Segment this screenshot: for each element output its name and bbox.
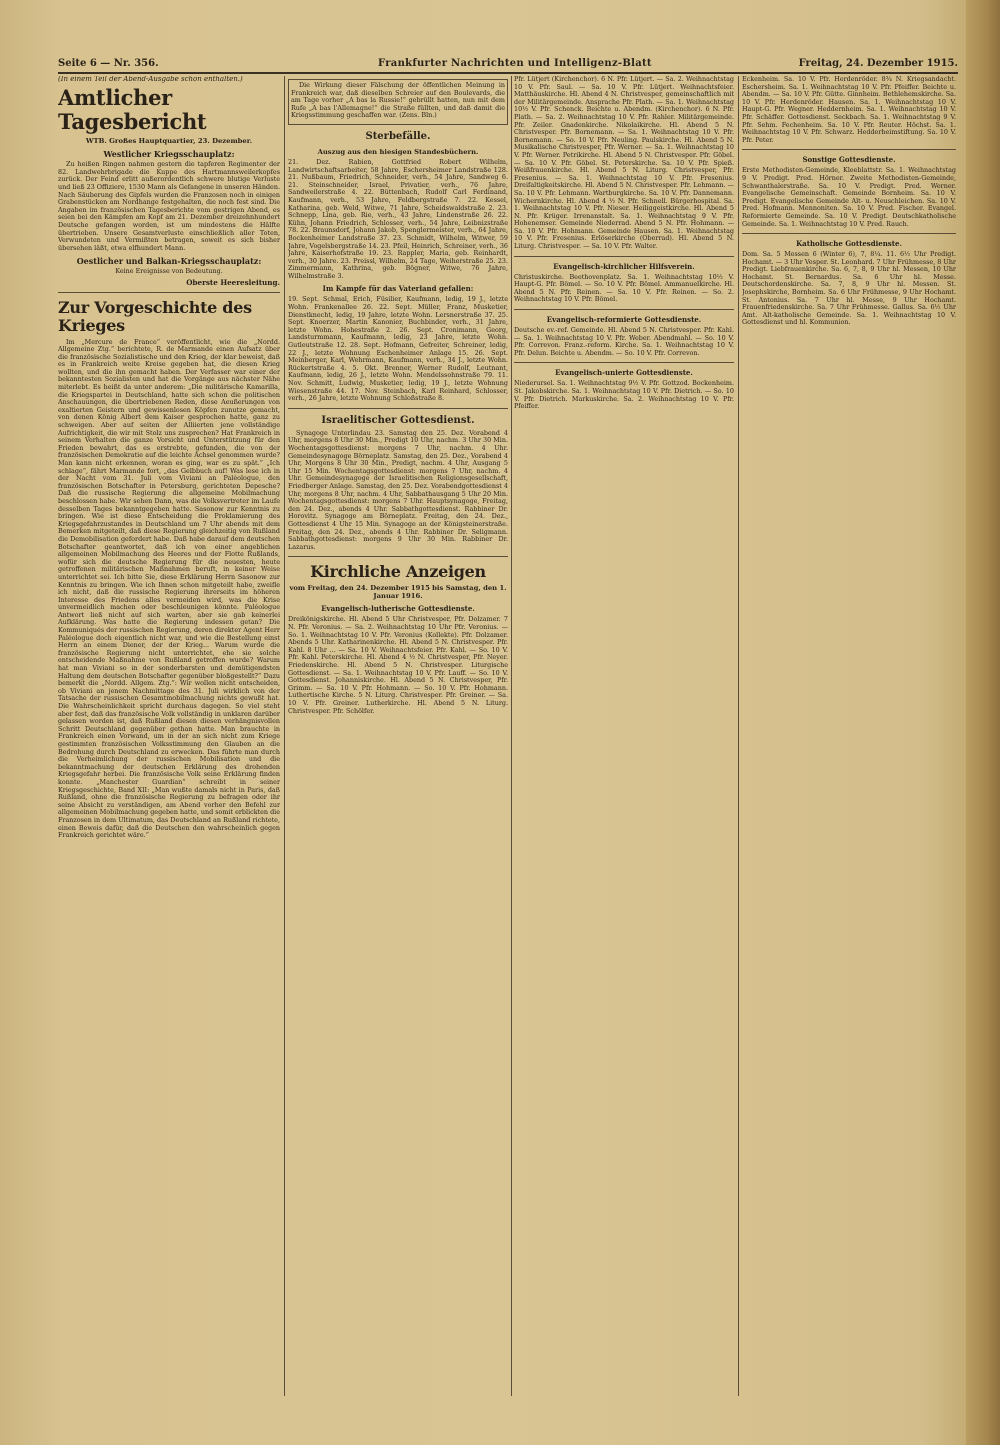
- column-rule: [738, 76, 739, 1396]
- jewish-services-heading: Israelitischer Gottesdienst.: [321, 414, 475, 426]
- east-front-text: Keine Ereignisse von Bedeutung.: [115, 267, 223, 276]
- reformed-heading: Evangelisch-reformierte Gottesdienste.: [546, 315, 702, 325]
- page-number: Seite 6 — Nr. 356.: [58, 58, 159, 69]
- newspaper-title: Frankfurter Nachrichten und Intelligenz-Blatt: [378, 58, 652, 69]
- deaths-subheading: Auszug aus den hiesigen Standesbüchern.: [317, 147, 479, 156]
- deaths-list: 21. Dez. Rabien, Gottfried Robert Wilhelm, Landwirtschaftsarbeiter, 58 Jahre, Eschersheimer Landstraße 128. 21. Nußbaum, Friedrich, Schneider, verh., 54 Jahre, Sandweg 6. 21. Steinschneider, Israel, Privatier, verh., 76 Jahre, Sandweilerstraße 4. 22. Büttenbach, Rudolf Carl Ferdinand, Kaufmann, verh., 53 Jahre, Feldbergstraße 7. 22. Kessel, Katharina, geb. Weld, Witwe, 71 Jahre, Scheidswaldstraße 2. 23. Schnepp, Lina, geb. Rie, verh., 43 Jahre, Lindenstraße 26. 22. Kühn, Johann Friedrich, Schlosser, verh., 54 Jahre, Leibnizstraße 78. 22. Braunsdorf, Johann Jakob, Spenglermeister, verh., 64 Jahre, Bockenheimer Landstraße 37. 23. Schmidt, Wilhelm, Witwer, 59 Jahre, Vogelsbergstraße 14. 23. Pfeil, Heinrich, Schreiner, verh., 36 Jahre, Kaiserhofstraße 19. 23. Rappler, Maria, geb. Reinhardt, verh., 30 Jahre. 23. Preissl, Wilhelm, 24 Tage, Weiherstraße 25. 23. Zimmermann, Kathrina, geb. Bögner, Witwe, 76 Jahre, Wilhelmstraße 3.: [288, 157, 508, 280]
- church-notices-dates: vom Freitag, den 24. Dezember 1915 bis Samstag, den 1. Januar 1916.: [289, 584, 507, 600]
- united-services-text: Niederursel. Sa. 1. Weihnachtstag 9½ V. Pfr. Gottzod. Bockenheim. St. Jakobskirche. Sa. 1. Weihnachtstag 10 V. Pfr. Dietrich. — So. 10 V. Pfr. Dietrich. Markuskirche. Sa. 2. Weihnachtstag 10 V. Pfr. Pfeiffer.: [514, 379, 734, 411]
- report-dateline: WTB. Großes Hauptquartier, 23. Dezember.: [85, 136, 253, 145]
- section-divider: [514, 362, 734, 363]
- page-spine-shadow: [966, 0, 1000, 1445]
- other-services-text: Erste Methodisten-Gemeinde, Kleeblattstr. Sa. 1. Weihnachtstag 9 V. Predigt. Pred. Hörner. Zweite Methodisten-Gemeinde, Schwanthalerstraße. Sa. 10 V. Predigt. Pred. Werner. Evangelische Gemeinschaft. Gemeinde Bornheim. Sa. 10 V. Predigt. Evangelische Gemeinde Alt- u. Neuschleichen. Sa. 10 V. Pred. Hofmann. Mennoniten. Sa. 10 V. Pred. Fischer. Evangel. Reformierte Gemeinde. Sa. 10 V. Predigt. Deutschkatholische Gemeinde. Sa. 1. Weihnachtstag 10 V. Pred. Rauch.: [742, 166, 956, 228]
- column-2: [288, 76, 508, 1396]
- article-continuation: [288, 79, 508, 125]
- report-signature: Oberste Heeresleitung.: [186, 277, 280, 287]
- church-notices-title: Kirchliche Anzeigen: [310, 562, 486, 582]
- fallen-heading: Im Kampfe für das Vaterland gefallen:: [322, 284, 474, 294]
- page-masthead: [58, 58, 958, 74]
- lutheran-services-continued: Pfr. Lütjert (Kirchenchor). 6 N. Pfr. Lütjert. — Sa. 2. Weihnachtstag 10 V. Pfr. Saul. — Sa. 10 V. Pfr. Lütjert. Weihnachtsfeier. Matthäuskirche. Hl. Abend 4 N. Christvesper, gemeinschaftlich mit der Militärgemeinde. Ansprache Pfr. Plath. — Sa. 1. Weihnachtstag 10½ V. Pfr. Schenck. Beichte u. Abendm. (Kirchenchor). 6 N. Pfr. Plath. — Sa. 2. Weihnachtstag 10 V. Pfr. Rahler. Militärgemeinde. Pfr. Zeiler. Gnadenkirche. Nikolaikirche. Hl. Abend 5 N. Christvesper. Pfr. Bornemann. — Sa. 1. Weihnachtstag 10 V. Pfr. Bornemann. — So. 10 V. Pfr. Neuling. Paulskirche. Hl. Abend 5 N. Musikalische Christvesper, Pfr. Werner. — Sa. 1. Weihnachtstag 10 V. Pfr. Werner. Petrikirche. Hl. Abend 5 N. Christvesper. Pfr. Göbel. — Sa. 10 V. Pfr. Göbel. St. Peterskirche. Sa. 10 V. Pfr. Spieß. Weißfrauenkirche. Hl. Abend 5 N. Liturg. Christvesper, Pfr. Fresenius. — Sa. 1. Weihnachtstag 10 V. Pfr. Fresenius. Dreifaltigkeitskirche. Hl. Abend 5 N. Christvesper. Pfr. Lehmann. — Sa. 10 V. Pfr. Lehmann. Wartburgkirche. Sa. 10 V. Pfr. Dannemann. Wichernkirche. Hl. Abend 4 ½ N. Pfr. Schnell. Bürgerhospital. Sa. 1. Weihnachtstag 10 V. Pfr. Nieser. Heiliggeistkirche. Hl. Abend 5 N. Pfr. Krüger. Irrenanstalt. Sa. 1. Weihnachtstag 9 V. Pfr. Hohenemser. Gemeinde Niederrad. Abend 5 N. Pfr. Hohmann. — Sa. 10 V. Pfr. Hohmann. Gemeinde Hausen. Sa. 1. Weihnachtstag 10 V. Pfr. Fresenius. Erlöserkirche (Oberrad). Hl. Abend 5 N. Liturg. Christvesper. — Sa. 10 V. Pfr. Walter.: [514, 76, 734, 251]
- article-text: Im „Mercure de France“ veröffentlicht, wie die „Nordd. Allgemeine Ztg.“ berichtete, R. de Marmande einen Aufsatz über die französische Sozialistische und den Krieg, der klar beweist, daß es in Frankreich weite Kreise gegeben hat, die diesen Krieg wollten, und die ihn gemacht haben. Der Verfasser war einer der bekanntesten Sozialisten und hat die Vorgänge aus nächster Nähe miterlebt. Es heißt da unter anderem: „Die militärische Kamarilla, die Kriegspartei in Deutschland, hatte sich schon die politischen Anschauungen, die übertriebenen Reden, diese Aeußerungen von exaltierten Geistern und gewissenlosen Köpfen zunutze gemacht, von denen König Albert dem Kaiser gesprochen hatte, ganz zu schweigen. Aber auf seiten der Alliierten jene vollständige Aufrichtigkeit, die wir mit Stolz uns zusprechen? Hat Frankreich in seinem Verhalten die ganze Vorsicht und Unterstützung für den Frieden bewahrt, das es erstrebte, gefunden, die von der französischen Demokratie auf die leichte Achsel genommen wurde? Man kann nicht erkennen, woran es ging, war es zu spät.“ „Ich schlage“, fährt Marmande fort, „das Gelbbuch auf! Was lese ich in der Nacht vom 31. Juli vom Viviani an Paléologue, den französischen Botschafter in Petersburg, gerichteten Depesche? Daß die russische Regierung die allgemeine Mobilmachung beschlossen habe. Wir sehen Dann, was die Volksvertreter im Laufe desselben Tages bekanntgegeben hatte. Sasonow zur Kenntnis zu bringen. Wie ist diese Entscheidung die Proklamierung des Kriegsgefahrzustandes in Deutschland um 7 Uhr abends mit dem Bemerken mitgeteilt, daß diese Regierung gleichzeitig von Rußland die Demobilisation gefordert habe. Daß habe darauf dem deutschen Botschafter geantwortet, daß ich von einer angeblichen allgemeinen Mobilmachung des Heeres und der Flotte Rußlands, wofür sich die deutsche Regierung für die neuesten, heute getroffenen militärischen Maßnahmen beruft, in keiner Weise unterrichtet sei. Ich bitte Sie, diese Erklärung Herrn Sasonow zur Kenntnis zu bringen. Wie ich Ihnen schon mitgeteilt habe, zweifle ich nicht, daß die russische Regierung ihrerseits im höheren Interesse des Friedens alles vermeiden wird, was die Krise unvermeidlich machen oder beschleunigen könnte. Paléologue Antwort ließ nicht auf sich warten, aber sie gab keinerlei Aufklärung. Was hatte die Regierung indessen getan? Die Kommuniqués der russischen Regierung, deren direkter Agent Herr Paléologue doch eigentlich nicht war, und wie die Bestellung einst Herrn an einem Diener, der der Krieg... Warum wurde die französische Regierung nicht unterrichtet, ehe sie solche entscheidende Maßnahme von Rußland getroffen wurde? Warum hat man Viviani so in der sonderbarsten und demütigendsten Haltung dem deutschen Botschafter gegenüber bloßgestellt?“ Dazu bemerkt die „Nordd. Allgem. Ztg.“: Wir wollen nicht entscheiden, ob Viviani an jenem Nachmittage des 31. Juli wirklich von der Tatsache der russischen Gesamtmobilmachung nichts gewußt hat. Die Wahrscheinlichkeit spricht durchaus dagegen. So viel steht aber fest, daß das französische Volk vollständig in unklaren darüber gelassen worden ist, daß Rußland diesen diesen verhängnisvollen Schritt Deutschland gegenüber gethan hatte. Man brauchte in Frankreich einen Vorwand, um in der an sich nicht zum Kriege gestimmten französischen Volksstimmung den Glauben an die Bedrohung durch Deutschland zu erwecken. Das führte man durch die Verheimlichung der russischen Mobilisation und die bekanntmachung der deutschen Erklärung des drohenden Kriegsgefahr herbei. Die französische Volk seine Erklärung finden konnte. „Manchester Guardian“ schreibt in seiner Kriegsgeschichte, Band XII: „Man wußte damals nicht in Paris, daß Rußland, ohne die französische Regierung zu befragen oder ihr seine Absicht zu verständigen, am Abend vorher den Befehl zur allgemeinen Mobilmachung gegeben hatte, und somit erblickten die Franzosen in dem Ultimatum, das Deutschland an Rußland richtete, einen Beweis dafür, daß die Deutschen den wahrscheinlich gegen Frankreich gerichtet wäre.“: [58, 337, 280, 840]
- catholic-heading: Katholische Gottesdienste.: [796, 239, 902, 249]
- section-divider: [58, 292, 280, 293]
- deaths-heading: Sterbefälle.: [365, 130, 431, 142]
- article-title: Zur Vorgeschichte des Krieges: [58, 297, 252, 335]
- section-divider: [742, 149, 956, 150]
- section-divider: [514, 309, 734, 310]
- lutheran-services-text: Dreikönigskirche. Hl. Abend 5 Uhr Christvesper, Pfr. Dolzamer. 7 N. Pfr. Veronius. — Sa. 2. Weihnachtstag 10 Uhr Pfr. Veronius. — So. 1. Weihnachtstag 10 V. Pfr. Veronius (Kollekte). Pfr. Dolzamer. Abends 5 Uhr. Katharinenkirche. Hl. Abend 5 N. Christvesper. Pfr. Kahl. 8 Uhr ... — Sa. 10 V. Weihnachtsfeier. Pfr. Kahl. — So. 10 V. Pfr. Kahl. Peterskirche. Hl. Abend 4 ½ N. Christvesper, Pfr. Neyer. Friedenskirche. Hl. Abend 5 N. Christvesper. Liturgische Gottesdienst. — Sa. 1. Weihnachtstag 10 V. Pfr. Lauff. — So. 10 V. Gottesdienst. Johanniskirche. Hl. Abend 5 N. Christvesper, Pfr. Grimm. — Sa. 10 V. Pfr. Hohmann. — So. 10 V. Pfr. Hohmann. Luthertische Kirche. 5 N. Liturg. Christvesper. Pfr. Greiner. — Sa. 10 V. Pfr. Greiner. Lutherkirche. Hl. Abend 5 N. Liturg. Christvesper. Pfr. Schölfer.: [288, 615, 508, 715]
- column-3: [514, 76, 734, 1396]
- reformed-services-text: Deutsche ev.-ref. Gemeinde. Hl. Abend 5 N. Christvesper. Pfr. Kahl. — Sa. 1. Weihnachtstag 10 V. Pfr. Weber. Abendmahl. — So. 10 V. Pfr. Correvon. Franz.-reform. Kirche. Sa. 1. Weihnachtstag 10 V. Pfr. Delun. Beichte u. Abendm. — So. 10 V. Pfr. Correvon.: [514, 326, 734, 357]
- fallen-list: 19. Sept. Schmal, Erich, Füsilier, Kaufmann, ledig, 19 J., letzte Wohn. Frankenallee 26. 22. Sept. Müller, Franz, Musketier, Dienstknecht, ledig, 19 Jahre, letzte Wohn. Lersnerstraße 37. 25. Sept. Knoerzer, Martin Kanonier, Buchbinder, verh., 31 Jahre, letzte Wohn. Hohestraße 2. 26. Sept. Cronimann, Georg, Landsturmmann, Kaufmann, ledig, 23 Jahre, letzte Wohn. Gutleutstraße 12. 28. Sept. Hofmann, Gefreiter, Schreiner, ledig, 22 J., letzte Wohnung Eschenheimer Anlage 15. 26. Sept. Meinberger, Karl, Wehrmann, Kaufmann, verh., 34 J., letzte Wohn. Rückertstraße 4. 5. Okt. Brenner, Werner Rudolf, Leutnant, Kaufmann, ledig, 26 J., letzte Wohn. Mendelssohnstraße 79. 11. Nov. Schmitt, Ludwig, Musketier, ledig, 19 J., letzte Wohnung Wiesenstraße 44. 17. Nov. Steinbach, Karl Reinhard, Schlosser, verh., 26 Jahre, letzte Wohnung Schloßstraße 8.: [288, 295, 508, 403]
- west-front-text: Zu heißen Ringen nahmen gestern die tapferen Regimenter der 82. Landwehrbrigade die Kuppe des Hartmannsweilerkopfes zurück. Der Feind erlitt außerordentlich schwere blutige Verluste und ließ 23 Offiziere, 1530 Mann als Gefangene in unseren Händen. Nach Säuberung des Gipfels wurden die Franzosen noch in einigen Grabenstücken am Nordhange festgehalten, die noch fest sind. Die Angaben im französischen Tagesberichte vom gestrigen Abend, es seien bei den Kämpfen am Kopf am 21. Dezember dreizehnhundert Deutsche gefangen worden, ist um mindestens die Hälfte übertrieben. Unsere Gesamtverluste einschließlich aller Toten, Verwundeten und Vermißten betragen, soweit es sich bisher übersehen läßt, etwa elfhundert Mann.: [58, 160, 280, 252]
- article-continuation-text: Die Wirkung dieser Fälschung der öffentlichen Meinung in Frankreich war, daß dieselben Schreier auf den Boulevards, die am Tage vorher „A bas la Russie!“ gebrüllt hatten, nun mit dem Rufe „A bas l'Allemagne!“ die Straße füllten, und daß damit die Kriegsstimmung geschaffen war. (Zens. Bln.): [291, 81, 505, 120]
- catholic-services-text: Dom. Sa. 5 Messen 6 (Winter 6), 7, 8¼. 11. 6½ Uhr Predigt. Hochamt. — 3 Uhr Vesper. St. Leonhard. 7 Uhr Frühmesse, 8 Uhr Predigt. Liebfrauenkirche. Sa. 6, 7, 8, 9 Uhr hl. Messen, 10 Uhr Hochamt. St. Bernardus. Sa. 6 Uhr hl. Messe. Deutschordenskirche. Sa. 7, 8, 9 Uhr hl. Messen. St. Josephskirche, Bornheim. Sa. 6 Uhr Frühmesse, 9 Uhr Hochamt. St. Antonius. Sa. 7 Uhr hl. Messe, 9 Uhr Hochamt. Frauenfriedenskirche. Sa. 7 Uhr Frühmesse. Gallus. Sa. 6½ Uhr Amt. Alt-katholische Gemeinde. Sa. 1. Weihnachtstag 10 V. Gottesdienst und hl. Kommunion.: [742, 250, 956, 327]
- section-divider: [288, 556, 508, 557]
- column-rule: [511, 76, 512, 1396]
- east-front-heading: Oestlicher und Balkan-Kriegsschauplatz:: [76, 256, 262, 267]
- aid-society-heading: Evangelisch-kirchlicher Hilfsverein.: [553, 261, 695, 271]
- section-divider: [742, 233, 956, 234]
- column-rule: [284, 76, 285, 1396]
- jewish-services-text: Synagoge Unterlindau 23. Samstag den 25. Dez. Vorabend 4 Uhr, morgens 8 Uhr 30 Min., Predigt 10 Uhr, nachm. 3 Uhr 30 Min. Wochentagsgottesdienst: morgens 7 Uhr, nachm. 4 Uhr. Gemeindesynagoge Börneplatz. Samstag, den 25. Dez., Vorabend 4 Uhr, Morgens 8 Uhr 30 Min., Predigt, nachm. 4 Uhr, Ausgang 5 Uhr 15 Min. Wochentagsgottesdienst: morgens 7 Uhr, nachm. 4 Uhr. Gemeindesynagoge der Israelitischen Religionsgesellschaft, Friedberger Anlage. Samstag, den 25. Dez. Vorabendgottesdienst 4 Uhr, morgens 8 Uhr, nachm. 4 Uhr, Sabbathausgang 5 Uhr 20 Min. Wochentagsgottesdienst: morgens 7 Uhr. Hauptsynagoge, Freitag, den 24. Dez., abends 4 Uhr. Sabbathgottesdienst. Rabbiner Dr. Horovitz. Synagoge am Börneplatz. Freitag, den 24. Dez., Gottesdienst 4 Uhr 15 Min. Synagoge an der Königsteinerstraße. Freitag, den 24. Dez., abends 4 Uhr. Rabbiner Dr. Seligmann. Sabbathgottesdienst: morgens 9 Uhr 30 Min. Rabbiner Dr. Lazarus.: [288, 428, 508, 551]
- report-title: Amtlicher Tagesbericht: [58, 84, 207, 134]
- suburban-services-text: Eckenheim. Sa. 10 V. Pfr. Herdenröder. 8¾ N. Kriegsandacht. Eschersheim. Sa. 1. Weihnachtstag 10 V. Pfr. Pfeiffer. Beichte u. Abendm. — Sa. 10 V. Pfr. Gütte. Ginnheim. Bethlehemskirche. Sa. 10 V. Pfr. Herdenröder. Hausen. Sa. 1. Weihnachtstag 10 V. Haupt-G. Pfr. Wegner. Heddernheim. Sa. 1. Weihnachtstag 10 V. Pfr. Schäffer. Gottesdienst. Seckbach. Sa. 1. Weihnachtstag 9 V. Pfr. Sehm. Fechenheim. Sa. 10 V. Pfr. Reuter. Höchst. Sa. 1. Weihnachtstag 10 V. Pfr. Schwarz. Hedderheimstiftung. Sa. 10 V. Pfr. Peter.: [742, 76, 956, 144]
- aid-society-text: Christuskirche. Beethovenplatz. Sa. 1. Weihnachtstag 10½ V. Haupt-G. Pfr. Bömel. — So. 10 V. Pfr. Bömel. Ammanuelkirche. Hl. Abend 5 N. Pfr. Reinen. — Sa. 10 V. Pfr. Reinen. — So. 2. Weihnachtstag 10 V. Pfr. Bömel.: [514, 272, 734, 304]
- lutheran-heading: Evangelisch-lutherische Gottesdienste.: [321, 604, 475, 614]
- edition-note: (In einem Teil der Abend-Ausgabe schon enthalten.): [58, 76, 243, 83]
- other-services-heading: Sonstige Gottesdienste.: [802, 155, 896, 165]
- column-1: [58, 76, 280, 1396]
- column-4: [742, 76, 956, 1396]
- united-heading: Evangelisch-unierte Gottesdienste.: [555, 368, 693, 378]
- west-front-heading: Westlicher Kriegsschauplatz:: [103, 149, 235, 160]
- section-divider: [288, 408, 508, 409]
- section-divider: [514, 256, 734, 257]
- issue-date: Freitag, 24. Dezember 1915.: [798, 58, 958, 69]
